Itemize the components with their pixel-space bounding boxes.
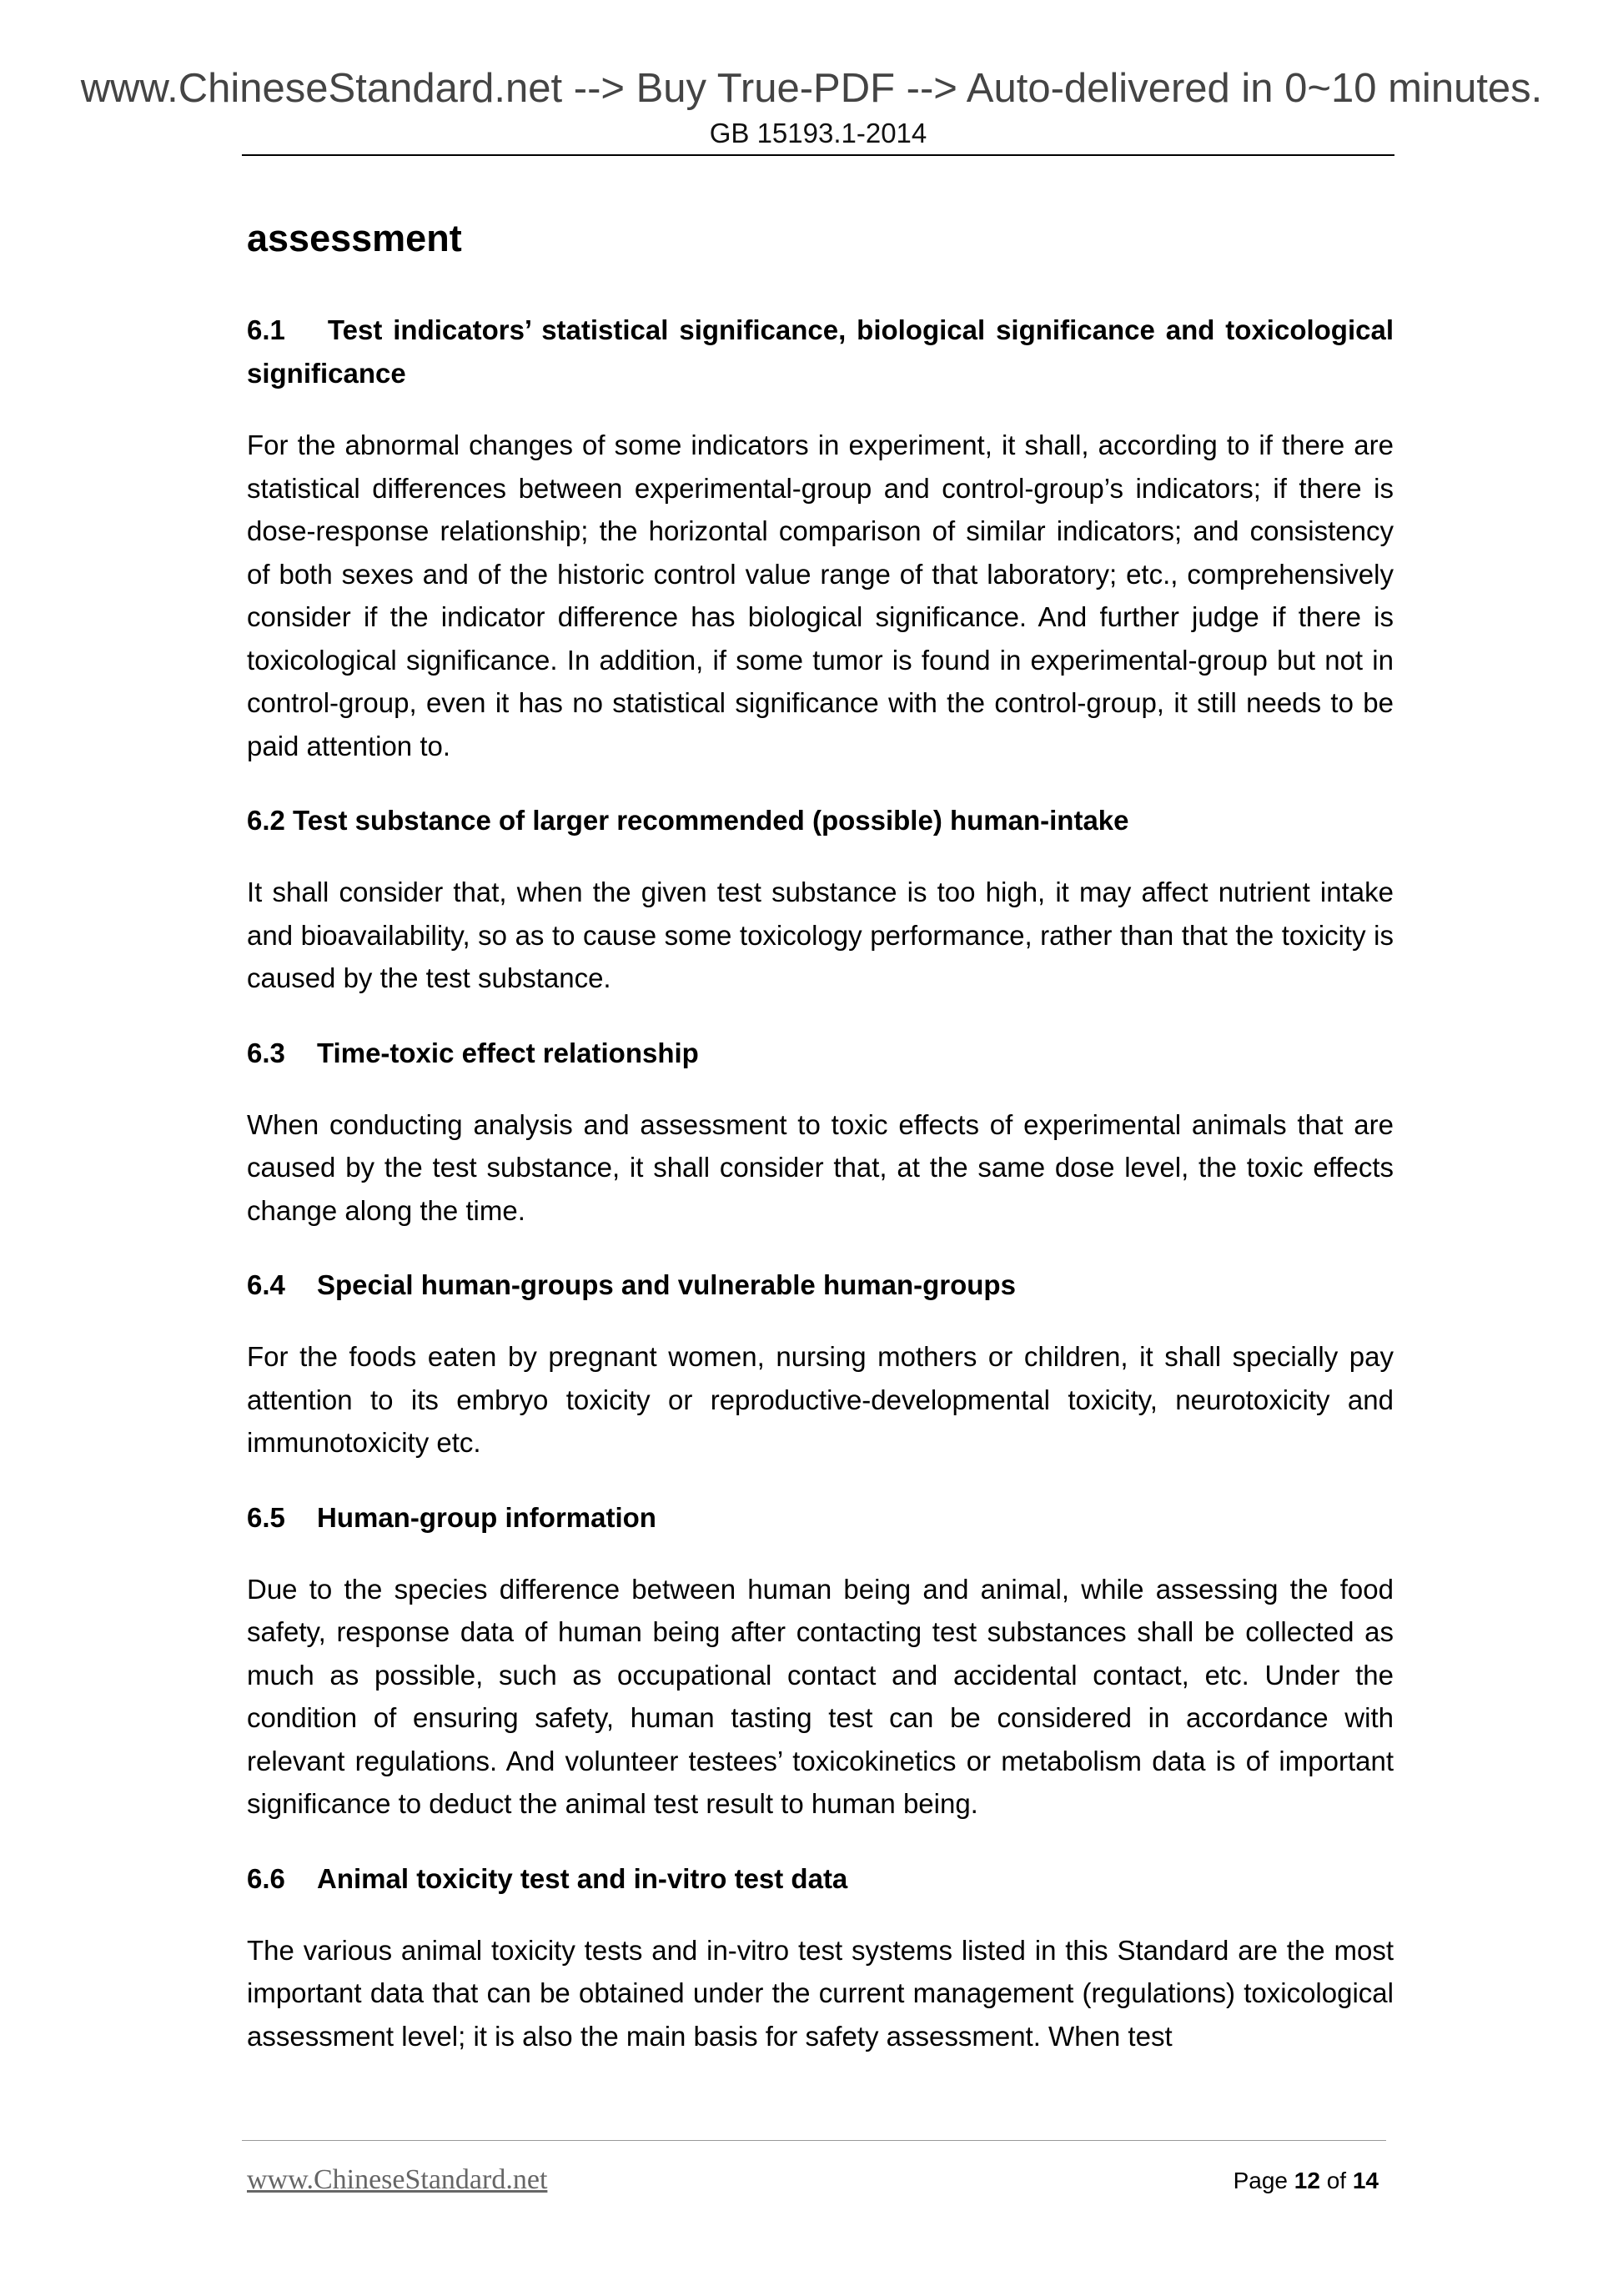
page-current: 12 <box>1294 2168 1320 2193</box>
section-number: 6.4 <box>247 1269 285 1300</box>
continued-section-title: assessment <box>247 217 462 259</box>
section-heading-6-4 <box>247 1264 1394 1307</box>
section-heading-6-1 <box>247 309 1394 395</box>
section-paragraph-6-3: When conducting analysis and assessment to toxic effects of experimental animals that are caused by the test substance, it shall consider that, at the same dose level, the toxic effects change along the time. <box>247 1108 1394 1226</box>
header-divider <box>242 154 1394 156</box>
site-banner: www.ChineseStandard.net --> Buy True-PDF --> Auto-delivered in 0~10 minutes. <box>80 66 1543 111</box>
section-title: Test indicators’ statistical significance, biological significance and toxicological significance <box>247 314 1394 389</box>
section-heading-6-5 <box>247 1496 1394 1540</box>
section-paragraph-6-1: For the abnormal changes of some indicators in experiment, it shall, according to if there are statistical differences between experimental-group and control-group’s indicators; if there is dose-response relationship; the horizontal comparison of similar indicators; and consistency of both sexes and of the historic control value range of that laboratory; etc., comprehensively consider if the indicator difference has biological significance. And further judge if there is toxicological significance. In addition, if some tumor is found in experimental-group but not in control-group, even it has no statistical significance with the control-group, it still needs to be paid attention to. <box>247 430 1394 761</box>
section-paragraph-6-4: For the foods eaten by pregnant women, nursing mothers or children, it shall specially pay attention to its embryo toxicity or reproductive-developmental toxicity, neurotoxicity and immunotoxicity etc. <box>247 1341 1394 1458</box>
section-paragraph-6-2: It shall consider that, when the given test substance is too high, it may affect nutrient intake and bioavailability, so as to cause some toxicology performance, rather than that the toxicity is caused by the test substance. <box>247 877 1394 993</box>
section-number: 6.5 <box>247 1501 285 1533</box>
document-body <box>247 215 1394 2089</box>
section-paragraph-6-6: The various animal toxicity tests and in-vitro test systems listed in this Standard are the most important data that can be obtained under the current management (regulations) toxicological assessment level; it is also the main basis for safety assessment. When test <box>247 1934 1394 2052</box>
section-title: Human-group information <box>317 1501 656 1533</box>
section-title: Special human-groups and vulnerable human-groups <box>317 1269 1016 1300</box>
section-title: Test substance of larger recommended (possible) human-intake <box>293 805 1129 836</box>
footer-divider <box>242 2140 1386 2141</box>
section-title: Animal toxicity test and in-vitro test data <box>317 1862 848 1894</box>
section-number: 6.3 <box>247 1037 285 1068</box>
page-indicator <box>1234 2166 1379 2196</box>
section-number: 6.6 <box>247 1862 285 1894</box>
section-title: Time-toxic effect relationship <box>317 1037 699 1068</box>
section-paragraph-6-5: Due to the species difference between human being and animal, while assessing the food safety, response data of human being after contacting test substances shall be collected as much as possible, such as occupational contact and accidental contact, etc. Under the condition of ensuring safety, human tasting test can be considered in accordance with relevant regulations. And volunteer testees’ toxicokinetics or metabolism data is of important significance to deduct the animal test result to human being. <box>247 1573 1394 1819</box>
page-of: of <box>1326 2168 1347 2193</box>
footer-site-link[interactable]: www.ChineseStandard.net <box>247 2164 548 2195</box>
section-heading-6-3 <box>247 1032 1394 1075</box>
section-heading-6-2 <box>247 799 1394 842</box>
page-total: 14 <box>1352 2168 1379 2193</box>
section-heading-6-6 <box>247 1857 1394 1901</box>
page-label: Page <box>1233 2168 1288 2193</box>
section-number: 6.2 <box>247 805 285 836</box>
section-number: 6.1 <box>247 314 285 345</box>
standard-number: GB 15193.1-2014 <box>709 118 927 148</box>
